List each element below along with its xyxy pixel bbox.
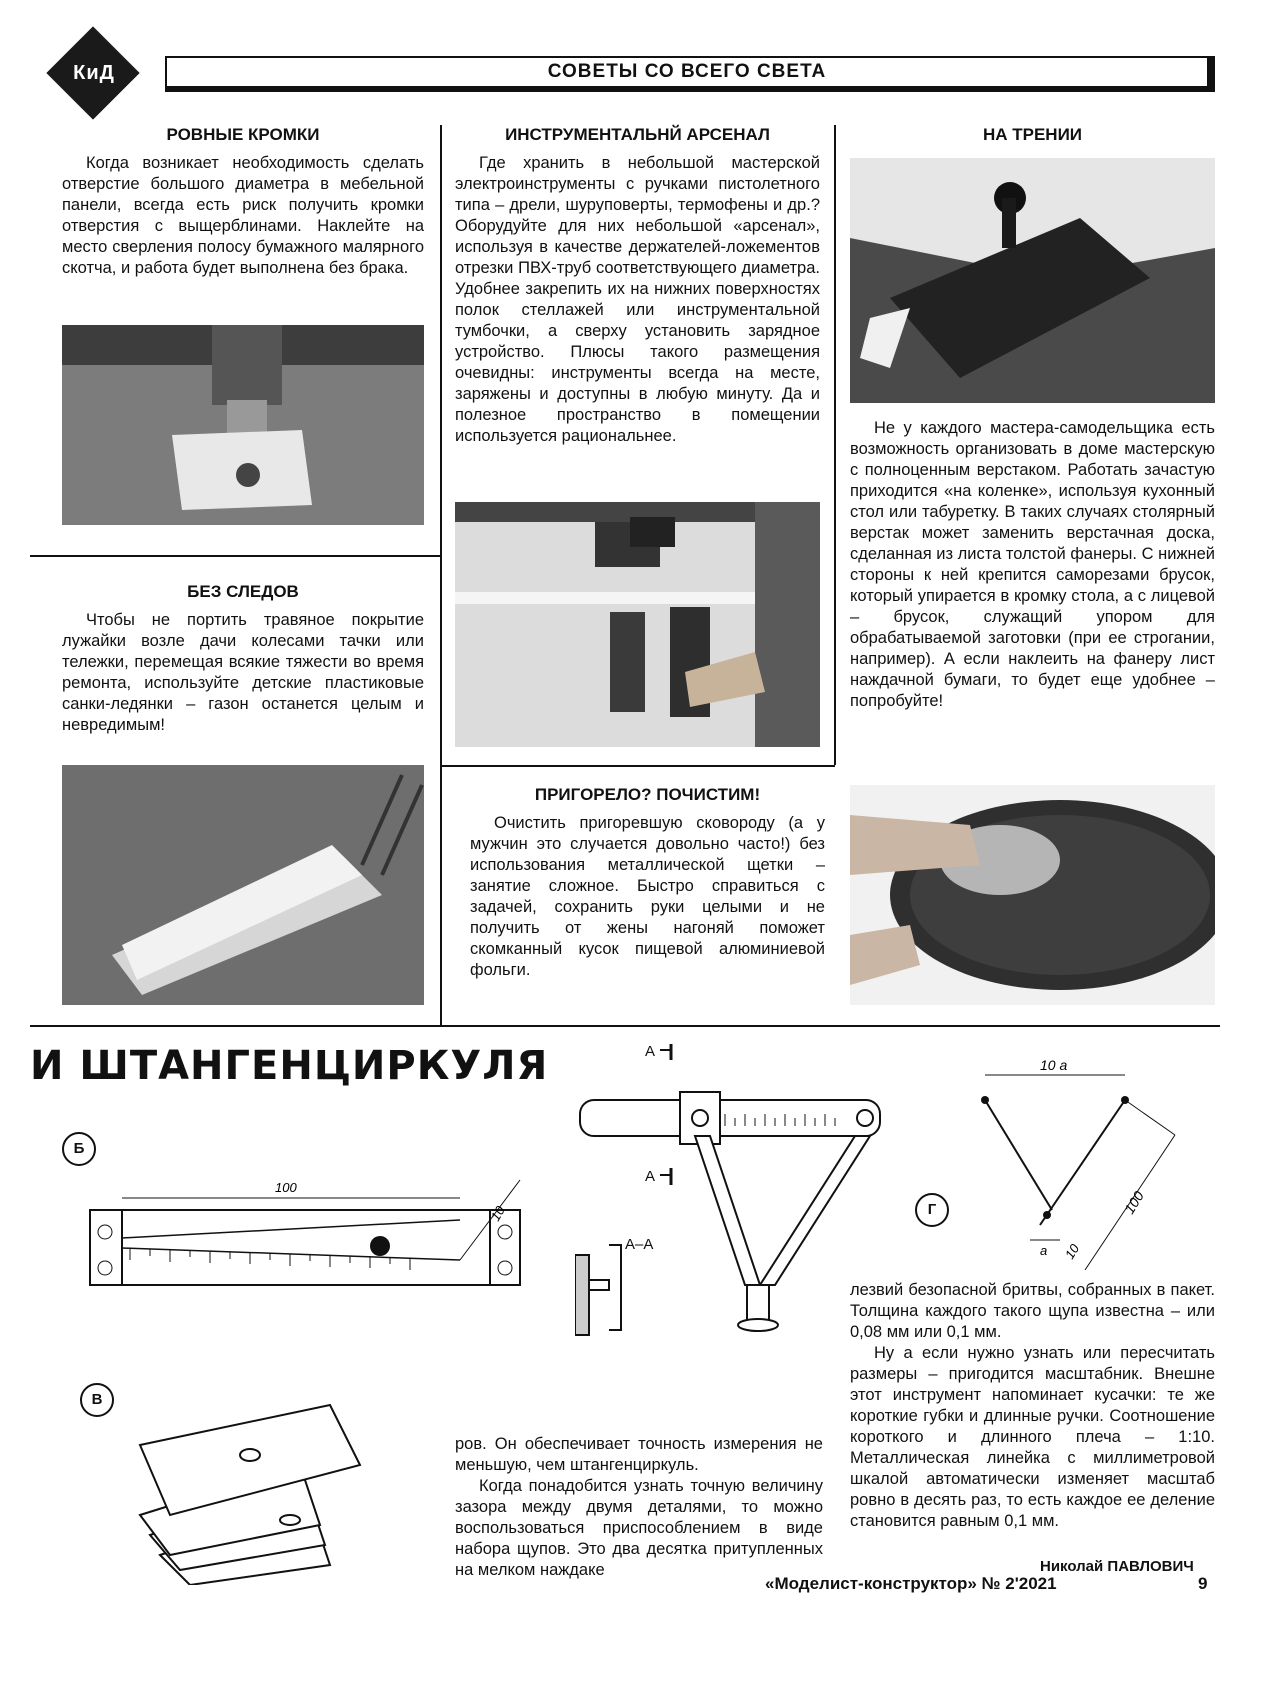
dim-100-g: 100 [1120,1188,1147,1217]
article-arsenal [455,125,820,447]
page-number: 9 [1198,1574,1208,1593]
caliper-title: И ШТАНГЕНЦИРКУЛЯ [30,1043,549,1089]
pan-photo-image [850,785,1215,1005]
column-divider-right [834,125,836,765]
caliper-text-mid-1: ров. Он обеспечивает точность измерения не меньшую, чем штангенциркуль. [455,1435,823,1474]
article-burnt [470,785,825,981]
dim-10a: 10 а [1040,1057,1068,1073]
column-divider-left [440,125,442,1025]
ruler-body [90,1210,520,1285]
article-text: Очистить пригоревшую сковороду (а у мужчин это случается довольно часто!) без использования металлической щетки – занятие сложное. Быстро справиться с задачей, сохранить руки целыми и не получить от жены нагоняй поможет скомканный кусок пищевой алюминиевой фольги. [470,814,825,979]
pan-photo [850,785,1215,1005]
ruler-ball [370,1236,390,1256]
drawing-b [80,1170,530,1320]
sled-photo [62,765,424,1005]
dim-10-g: 10 [1061,1241,1083,1262]
section-mark-mid: А [645,1168,656,1185]
dim-100: 100 [275,1180,297,1195]
section-title: СОВЕТЫ СО ВСЕГО СВЕТА [547,61,827,82]
article-text: Не у каждого мастера-самодельщика есть возможность организовать в доме мастерскую с полноценным верстаком. Работать зачастую приходится «на коленке», используя кухонный стол или табуретку. В таких случаях столярный верстак может заменить верстачная доска, сделанная из листа толстой фанеры. С нижней стороны к ней крепится саморезами брусок, который упирается в кромку стола, а с лицевой – брусок, служащий упором для обрабатываемой заготовки (при ее строгании, например). А если наклеить на фанеру лист наждачной бумаги, то будет еще удобнее – попробуйте! [850,419,1215,710]
article-edges [62,125,424,279]
article-text: Чтобы не портить травяное покрытие лужайки возле дачи колесами тачки или тележки, перемещая всякие тяжести во время ремонта, используйте детские пластиковые санки-ледянки – газон останется целым и невредимым! [62,611,424,734]
plane-photo-image [850,158,1215,403]
section-aa-label: А–А [625,1236,654,1253]
arsenal-photo [455,502,820,747]
figure-label-g: Г [915,1193,949,1227]
article-title: РОВНЫЕ КРОМКИ [166,125,320,144]
section-mark-top: А [645,1043,656,1060]
article-no-trace [62,582,424,736]
dim-10: 10 [487,1203,508,1224]
caliper-text-right-2: Ну а если нужно узнать или пересчитать размеры – пригодится масштабник. Внешне этот инструмент напоминает кусачки: те же короткие губки и длинные ручки. Соотношение короткого и длинного плеча – 1:10. Металлическая линейка с миллиметровой шкалой автоматически изменяет масштаб ровно в десять раз, то есть каждое ее деление становится равным 0,1 мм. [850,1344,1215,1530]
scale-ticks [130,1248,410,1270]
figure-label-b: Б [62,1132,96,1166]
section-header [165,56,1215,92]
article-title: ПРИГОРЕЛО? ПОЧИСТИМ! [534,785,761,804]
drill-photo [62,325,424,525]
author: Николай ПАВЛОВИЧ [1040,1558,1194,1575]
logo-text: КиД [73,62,115,84]
caliper-text-right [850,1280,1215,1532]
plane-photo [850,158,1215,403]
caliper-text-right-1: лезвий безопасной бритвы, собранных в пакет. Толщина каждого такого щупа известна – или 0,08 мм или 0,1 мм. [850,1281,1215,1341]
article-text: Когда возникает необходимость сделать отверстие большого диаметра в мебельной панели, всегда есть риск получить кромки отверстия с выщерблинами. Наклейте на место сверления полосу бумажного малярного скотча, и работа будет выполнена без брака. [62,154,424,277]
drawing-g [960,1055,1215,1270]
article-friction-body [850,418,1215,712]
footer-magazine: «Моделист-конструктор» № 2'2021 [765,1574,1057,1593]
drawing-v [130,1395,380,1585]
feeler-blades [140,1405,360,1585]
drill-photo-image [62,325,424,525]
article-title: БЕЗ СЛЕДОВ [187,582,299,601]
arsenal-photo-image [455,502,820,747]
row-divider-mid [440,765,835,767]
caliper-text-mid [455,1434,823,1581]
article-title: ИНСТРУМЕНТАЛЬНЙ АРСЕНАЛ [505,125,770,144]
dim-a: а [1040,1243,1048,1258]
article-text: Где хранить в небольшой мастерской электроинструменты с ручками пистолетного типа – дрели, шуруповерты, термофены и др.? Оборудуйте для них небольшой «арсенал», используя в качестве держателей-ложементов отрезки ПВХ-труб соответствующего диаметра. Удобнее закрепить их на нижних поверхностях полок стеллажей или инструментальной тумбочки, а сверху установить зарядное устройство. Плюсы такого размещения очевидны: инструменты всегда на месте, заряжены и доступны в любую минуту. Да и полезное пространство в помещении используется рациональнее. [455,154,820,445]
sled-photo-image [62,765,424,1005]
section-divider [30,1025,1220,1027]
caliper-text-mid-2: Когда понадобится узнать точную величину зазора между двумя деталями, то можно воспользоваться приспособлением в виде набора щупов. Это два десятка притупленных на мелком наждаке [455,1477,823,1579]
figure-label-v: В [80,1383,114,1417]
article-title: НА ТРЕНИИ [982,125,1083,144]
article-friction [850,125,1215,145]
row-divider-left [30,555,440,557]
